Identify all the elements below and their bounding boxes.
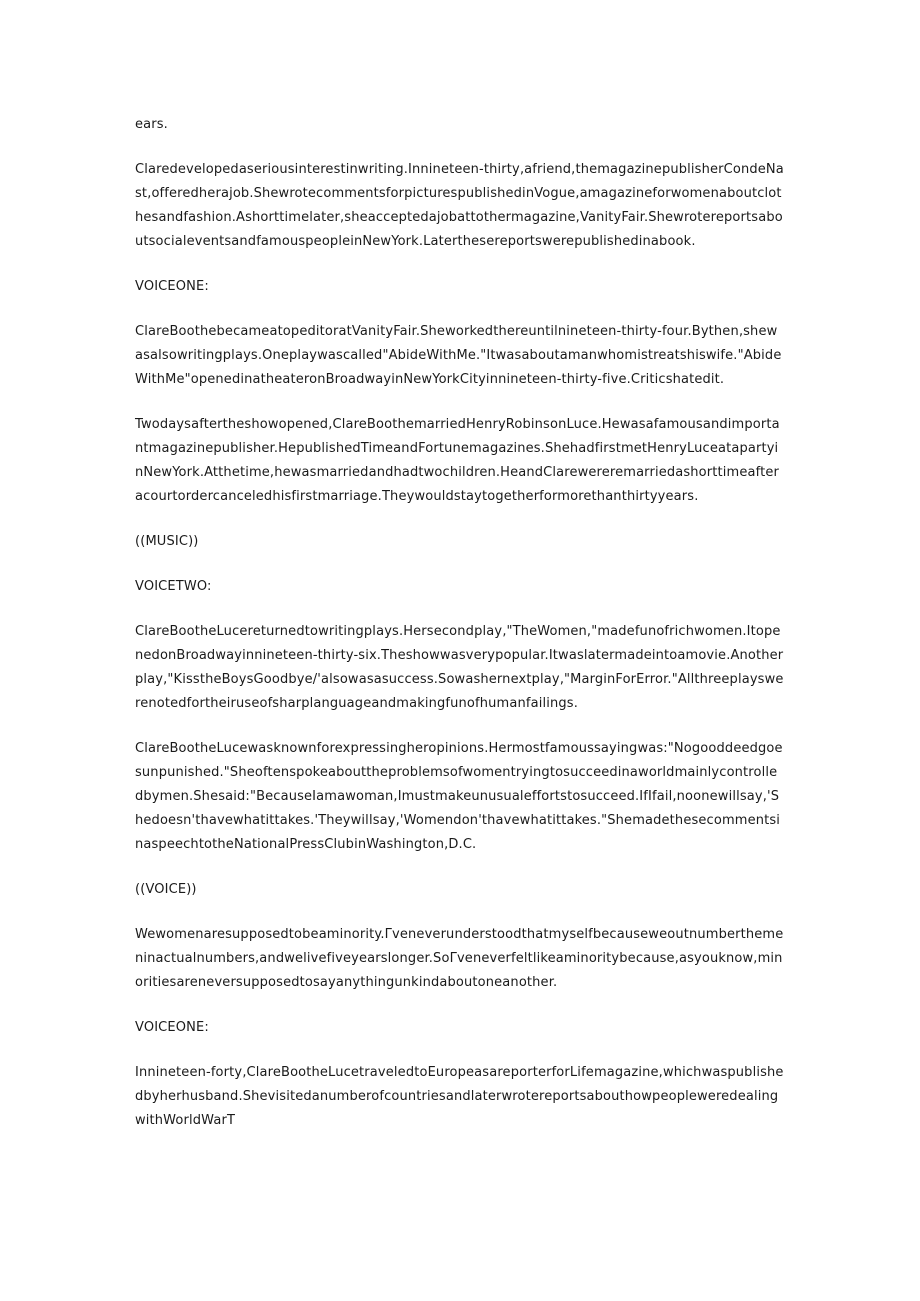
paragraph-writing-interest: Claredevelopedaseriousinterestinwriting.Innineteen-thirty‚afriend,themagazinepublisherCondeNast‚offeredherajob.ShewrotecommentsforpicturespublishedinVogue‚amagazineforwomenaboutclothesandfashion.Ashorttimelater,sheacceptedajobattothermagazine,VanityFair.ShewrotereportsaboutsocialeventsandfamouspeopleinNewYork.Laterthesereportswerepublishedinabook.: [135, 162, 784, 249]
paragraph-marriage-henry-luce: Twodaysaftertheshowopened,ClareBoothemarriedHenryRobinsonLuce.Hewasafamousandimportantmagazinepublisher.HepublishedTimeandFortunemagazines.ShehadfirstmetHenryLuceatapartyinNewYork.Atthetime,hewasmarriedandhadtwochildren.HeandClarewereremarriedashorttimeafteracourtordercanceledhisfirstmarriage.Theywouldstaytogetherformorethanthirtyyears.: [135, 417, 780, 504]
speaker-label-voice-one: VOICEONE:: [135, 279, 209, 294]
speaker-label-voice-one-2: VOICEONE:: [135, 1020, 209, 1035]
speaker-label-voice-two: VOICETWO:: [135, 579, 212, 594]
document-page: [135, 113, 785, 1154]
stage-cue-voice: ((VOICE)): [135, 882, 197, 897]
paragraph-opinions: ClareBootheLucewasknownforexpressingheropinions.Hermostfamoussayingwas:"Nogooddeedgoesunpunished."Sheoftenspokeabouttheproblemsofwomentryingtosucceedinaworldmainlycontrolledbymen.Shesaid:"BecauseIamawoman,Imustmakeunusualeffortstosucceed.IfIfail,noonewillsay,'Shedoesn'thavewhatittakes.'Theywillsay,'Womendon'thavewhatittakes."ShemadethesecommentsinaspeechtotheNationalPressClubinWashington,D.C.: [135, 741, 783, 852]
paragraph-quote-minority: Wewomenaresupposedtobeaminority.Γveneverunderstoodthatmyselfbecauseweoutnumberthemeninactualnumbers,andwelivefiveyearslonger.SoΓveneverfeltlikeaminoritybecause,asyouknow,minoritiesareneversupposedtosayanythingunkindaboutoneanother.: [135, 927, 784, 990]
paragraph-plays: ClareBootheLucereturnedtowritingplays.Hersecondplay‚"TheWomen,"madefunofrichwomen.ItopenedonBroadwayinnineteen-thirty-six.Theshowwasverypopular.Itwaslatermadeintoamovie.Anotherplay,"KisstheBoysGoodbye/'alsowasasuccess.Sowashernextplay‚"MarginForError."Allthreeplayswerenotedfortheiruseofsharplanguageandmakingfunofhumanfailings.: [135, 624, 784, 711]
paragraph-europe-reporter: Innineteen-forty‚ClareBootheLucetraveledtoEuropeasareporterforLifemagazine,whichwaspublishedbyherhusband.ShevisitedanumberofcountriesandlaterwrotereportsabouthowpeopleweredealingwithWorldWarT: [135, 1065, 784, 1128]
paragraph-fragment-ears: ears.: [135, 117, 168, 132]
stage-cue-music: ((MUSIC)): [135, 534, 199, 549]
paragraph-vanity-fair-editor: ClareBoothebecameatopeditoratVanityFair.Sheworkedthereuntilnineteen-thirty-four.Bythen‚shewasalsowritingplays.Oneplaywascalled"AbideWithMe."Itwasaboutamanwhomistreatshiswife."AbideWithMe"openedinatheateronBroadwayinNewYorkCityinnineteen-thirty-five.Criticshatedit.: [135, 324, 782, 387]
